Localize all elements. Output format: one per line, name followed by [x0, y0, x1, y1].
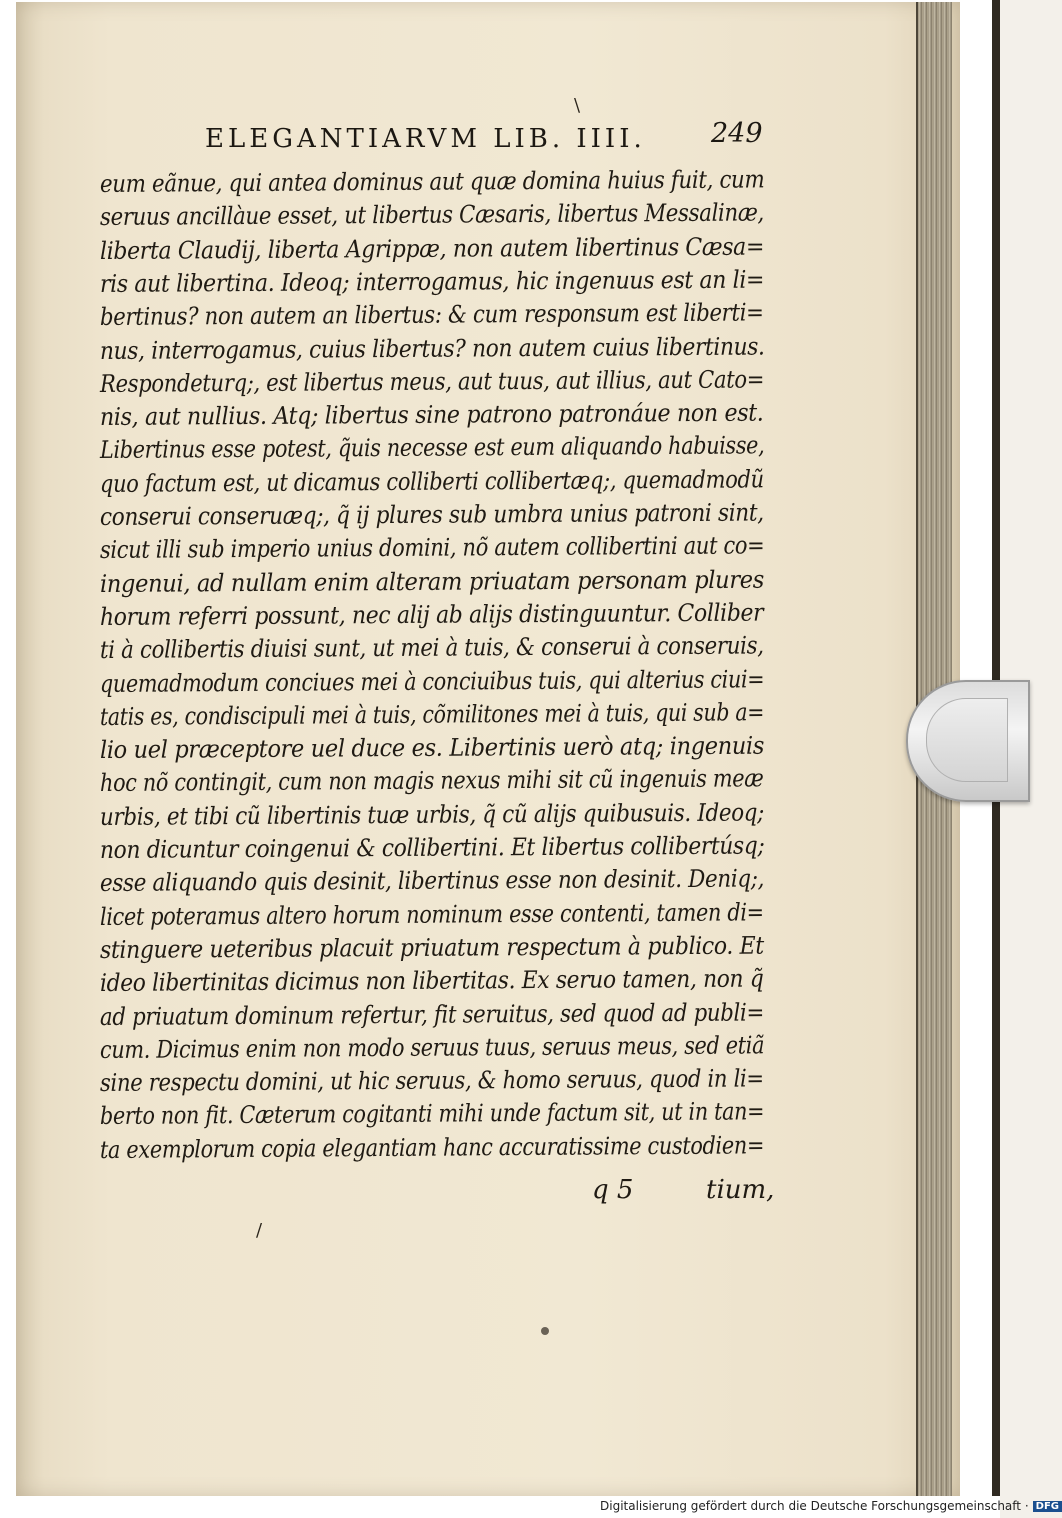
- text-line: quemadmodum conciues mei à conciuibus tuis, qui alterius ciui=: [99, 664, 765, 698]
- text-line: horum referri possunt, nec alij ab alijs distinguuntur. Colliber: [99, 598, 764, 631]
- text-line: stinguere ueteribus placuit priuatum respectum à publico. Et: [99, 931, 764, 964]
- text-line: nus, interrogamus, cuius libertus? non autem cuius libertinus.: [99, 331, 765, 365]
- folio-number: 249: [711, 118, 763, 149]
- text-line: hoc nõ contingit, cum non magis nexus mihi sit cũ ingenuis meæ: [99, 764, 764, 798]
- text-line: ad priuatum dominum refertur, fit seruitus, sed quod ad publi=: [99, 997, 764, 1031]
- text-line: esse aliquando quis desinit, libertinus esse non desinit. Deniq;,: [99, 864, 765, 898]
- text-line: conserui conseruæq;, q̃ ij plures sub umbra unius patroni sint,: [99, 498, 764, 531]
- text-line: liberta Claudij, liberta Agrippæ, non autem libertinus Cæsa=: [99, 232, 765, 265]
- running-title: ELEGANTIARVM LIB. IIII.: [205, 124, 646, 154]
- text-line: urbis, et tibi cũ libertinis tuæ urbis, q̃ cũ alijs quibusuis. Ideoq;: [99, 798, 765, 831]
- text-line: licet poteramus altero horum nominum esse contenti, tamen di=: [99, 897, 764, 931]
- text-line: bertinus? non autem an libertus: & cum responsum est liberti=: [99, 298, 764, 332]
- ink-mark: \: [574, 95, 581, 116]
- text-line: non dicuntur coingenui & collibertini. Et libertus collibertúsq;: [99, 831, 765, 864]
- text-line: berto non fit. Cæterum cogitanti mihi unde factum sit, ut in tan=: [99, 1097, 765, 1131]
- ink-mark: /: [256, 1220, 263, 1241]
- text-line: tatis es, condiscipuli mei à tuis, cõmilitones mei à tuis, qui sub a=: [99, 698, 765, 731]
- text-line: ingenui, ad nullam enim alteram priuatam personam plures: [99, 565, 765, 598]
- text-line: ti à collibertis diuisi sunt, ut mei à tuis, & conserui à conseruis,: [99, 631, 764, 665]
- catchword: tium,: [706, 1175, 775, 1205]
- text-line: nis, aut nullius. Atq; libertus sine patrono patronáue non est.: [99, 398, 764, 432]
- text-line: seruus ancillàue esset, ut libertus Cæsaris, libertus Messalinæ,: [99, 198, 765, 232]
- text-line: eum eãnue, qui antea dominus aut quæ domina huius fuit, cum: [99, 165, 765, 198]
- text-line: ta exemplorum copia elegantiam hanc accuratissime custodien=: [99, 1130, 765, 1164]
- signature-mark: q 5: [592, 1175, 634, 1205]
- text-line: ideo libertinitas dicimus non libertitas. Ex seruo tamen, non q̃: [99, 964, 764, 998]
- text-line: cum. Dicimus enim non modo seruus tuus, seruus meus, sed etiã: [99, 1031, 765, 1064]
- text-line: lio uel præceptore uel duce es. Libertinis uerò atq; ingenuis: [99, 731, 765, 765]
- page-clip: [906, 680, 1030, 802]
- text-line: ris aut libertina. Ideoq; interrogamus, hic ingenuus est an li=: [99, 265, 765, 298]
- dfg-logo: DFG: [1033, 1501, 1062, 1512]
- page-clip-inner: [926, 698, 1008, 782]
- text-line: sine respectu domini, ut hic seruus, & homo seruus, quod in li=: [99, 1064, 764, 1098]
- running-header: [205, 118, 765, 164]
- footer-credit: [600, 1499, 1059, 1517]
- text-line: Libertinus esse potest, q̃uis necesse est eum aliquando habuisse,: [99, 431, 765, 465]
- text-line: sicut illi sub imperio unius domini, nõ autem collibertini aut co=: [99, 531, 765, 565]
- text-line: Respondeturq;, est libertus meus, aut tuus, aut illius, aut Cato=: [99, 365, 765, 398]
- footer-credit-text: Digitalisierung gefördert durch die Deutsche Forschungsgemeinschaft ·: [600, 1499, 1029, 1513]
- text-line: quo factum est, ut dicamus colliberti collibertæq;, quemadmodũ: [99, 465, 764, 498]
- ink-dot: [541, 1327, 549, 1335]
